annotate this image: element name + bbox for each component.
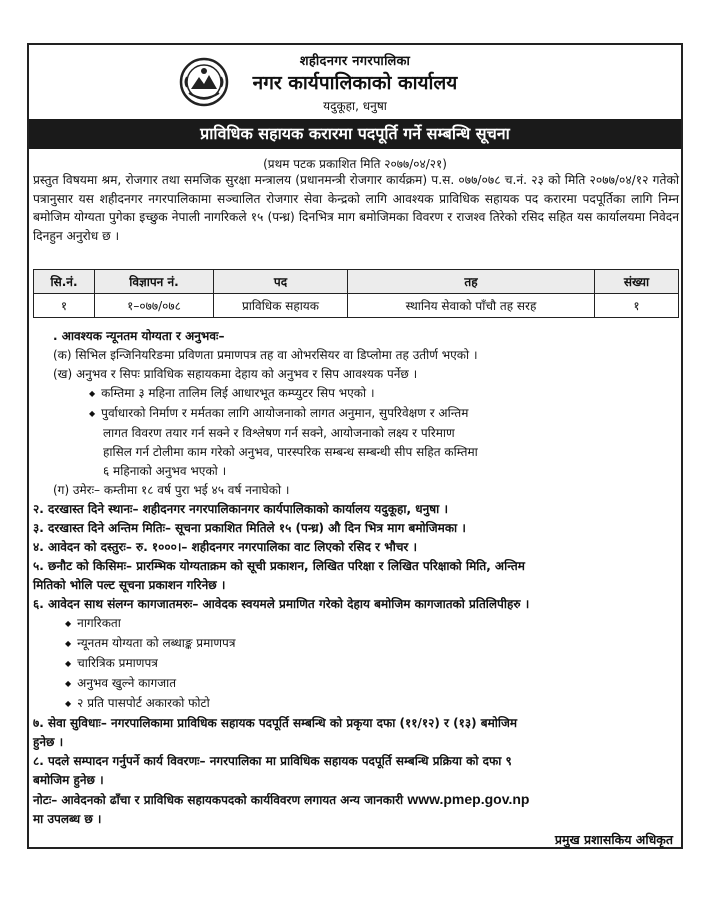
section-selection-line-2: मितिको भोलि पल्ट सूचना प्रकाशन गरिनेछ । [33, 578, 226, 592]
notice-header [29, 45, 681, 119]
signature-title: प्रमुख प्रशासकिय अधिकृत [554, 832, 673, 847]
cell-advert-no: १–०७७/०७८ [95, 294, 214, 318]
document-item: ◆ चारित्रिक प्रमाणपत्र [29, 654, 681, 674]
col-post: पद [214, 270, 348, 294]
section-documents: ६. आवेदन साथ संलग्न कागजातमरुः– आवेदक स्वयमले प्रमाणित गरेको देहाय बमोजिम कागजातको प्रतिलिपीहरु । [33, 597, 530, 611]
qualification-b-item-2-line-3: हासिल गर्न टोलीमा काम गरेको अनुभव, पारस्परिक सम्बन्ध सम्बन्धी सीप सहित कम्तिमा [103, 445, 478, 459]
col-advert-no: विज्ञापन नं. [95, 270, 214, 294]
section-duties: ८. पदले सम्पादन गर्नुपर्ने कार्य विवरणः– नगरपालिका मा प्राविधिक सहायक पदपूर्ति सम्बन्धि प्रक्रिया को दफा ९ [33, 754, 512, 768]
section-application-place: २. दरखास्त दिने स्थानः– शहीदनगर नगरपालिकानगर कार्यपालिकाको कार्यालय यदुकूहा, धनुषा । [33, 502, 449, 516]
qualification-a: (क) सिभिल इन्जिनियरिङमा प्रविणता प्रमाणपत्र तह वा ओभरसियर वा डिप्लोमा तह उतीर्ण भएको । [53, 348, 478, 362]
note-line-1 [29, 790, 681, 810]
section-service: ७. सेवा सुविधाः– नगरपालिकामा प्राविधिक सहायक पदपूर्ति सम्बन्धि को प्रकृया दफा (११/१२) र (१३) बमोजिम [33, 716, 518, 730]
section-fee: ४. आवेदन को दस्तुरः– रु. १०००।– शहीदनगर नगरपालिका वाट लिएको रसिद र भौचर । [33, 540, 418, 554]
document-item: ◆ अनुभव खुल्ने कागजात [29, 674, 681, 694]
office-name: नगर कार्यपालिकाको कार्यालय [252, 72, 458, 94]
cell-count: १ [595, 294, 679, 318]
qualification-b: (ख) अनुभव र सिपः प्राविधिक सहायकमा देहाय को अनुभव र सिप आवश्यक पर्नेछ । [53, 367, 418, 381]
publication-date: (प्रथम पटक प्रकाशित मिति २०७७/०४/२१) [263, 157, 447, 171]
notice-sections [29, 327, 681, 829]
qualification-b-item-2: ◆ पुर्वाधारको निर्माण र मर्मतका लागि आयोजनाको लागत अनुमान, सुपरिवेक्षण र अन्तिम [29, 404, 681, 424]
section-selection: ५. छनौट को किसिमः– प्रारम्भिक योग्यताक्रम को सूची प्रकाशन, लिखित परिक्षा र लिखित परिक्षाको मिति, अन्तिम [33, 559, 525, 573]
municipality-name: शहीदनगर नगरपालिका [299, 54, 411, 69]
website-link[interactable]: www.pmep.gov.np [407, 791, 530, 807]
document-item: ◆ २ प्रति पासपोर्ट अकारको फोटो [29, 694, 681, 714]
col-serial: सि.नं. [34, 270, 95, 294]
cell-serial: १ [34, 294, 95, 318]
section-duties-line-2: बमोजिम हुनेछ । [33, 773, 104, 787]
section-service-line-2: हुनेछ । [33, 735, 64, 749]
col-level: तह [348, 270, 595, 294]
cell-post: प्राविधिक सहायक [214, 294, 348, 318]
qualification-b-item-2-line-2: लागत विवरण तयार गर्न सक्ने र विश्लेषण गर्न सक्ने, आयोजनाको लक्ष्य र परिमाण [103, 426, 455, 440]
qualification-b-item-2-line-4: ६ महिनाको अनुभव भएको । [103, 464, 227, 478]
vacancy-table [33, 269, 679, 318]
table-header-row [34, 270, 679, 294]
qualification-c: (ग) उमेरः– कम्तीमा १८ वर्ष पुरा भई ४५ वर्ष ननाघेको । [53, 483, 290, 497]
note-text: नोटः– आवेदनको ढाँचा र प्राविधिक सहायकपदको कार्यविवरण लगायत अन्य जानकारी [33, 793, 404, 807]
note-line-2: मा उपलब्ध छ । [33, 812, 102, 826]
section-qualification-title: . आवश्यक न्यूनतम योग्यता र अनुभवः– [53, 329, 225, 343]
notice-intro: प्रस्तुत विषयमा श्रम, रोजगार तथा समजिक सुरक्षा मन्त्रालय (प्रधानमन्त्री रोजगार कार्यक्रम) प.स. ०७७/०७८ च.नं. २३ को मिति २०७७/०४/१२ गतेको पत्रानुसार यस शहीदनगर नगरपालिकामा सञ्चालित रोजगार सेवा केन्द्रको लागि आवश्यक प्राविधिक सहायक पद करारमा पदपूर्तिका लागि निम्न बमोजिम योग्यता पुगेका इच्छुक नेपाली नागरिकले १५ (पन्ध्र) दिनभित्र माग बमोजिमका विवरण र राजश्व तिरेको रसिद सहित यस कार्यालयमा निवेदन दिनहुन अनुरोध छ । [33, 173, 679, 243]
cell-level: स्थानिय सेवाको पाँचौ तह सरह [348, 294, 595, 318]
document-item: ◆ नागरिकता [29, 614, 681, 634]
col-count: संख्या [595, 270, 679, 294]
notice-title: प्राविधिक सहायक करारमा पदपूर्ति गर्ने सम्बन्धि सूचना [29, 119, 681, 149]
document-item: ◆ न्यूनतम योग्यता को लब्धाङ्क प्रमाणपत्र [29, 634, 681, 654]
office-location: यदुकूहा, धनुषा [323, 99, 387, 113]
table-row [34, 294, 679, 318]
qualification-b-item-1: ◆ कम्तिमा ३ महिना तालिम लिई आधारभूत कम्प्युटर सिप भएको । [29, 384, 681, 404]
notice-frame [27, 43, 683, 849]
section-deadline: ३. दरखास्त दिने अन्तिम मितिः– सूचना प्रकाशित मितिले १५ (पन्ध्र) औ दिन भित्र माग बमोजिमका । [33, 521, 466, 535]
